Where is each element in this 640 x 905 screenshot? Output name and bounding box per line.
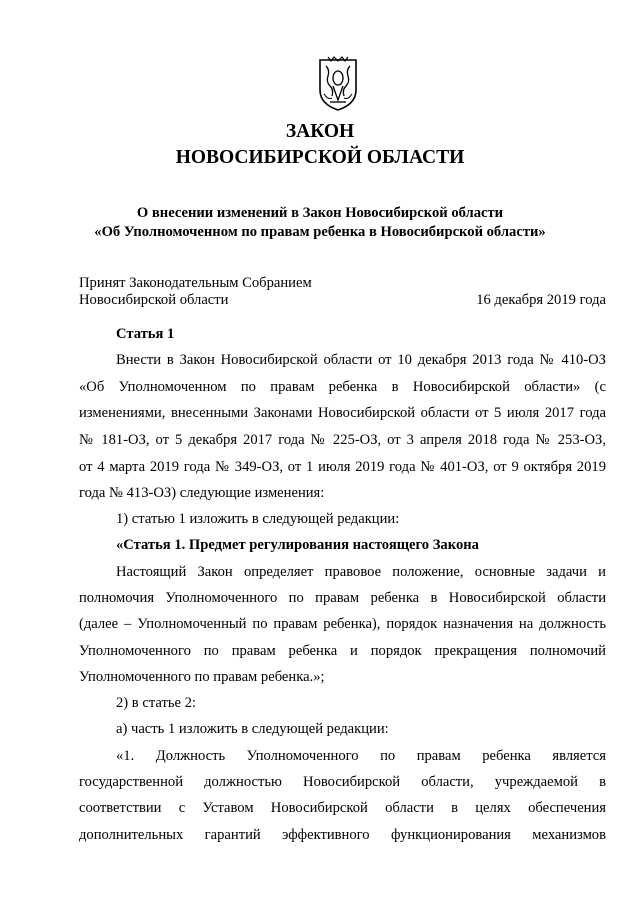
paragraph-line: Настоящий Закон определяет правовое положение, основные задачи и xyxy=(116,564,606,580)
paragraph-line: от 4 марта 2019 года № 349-ОЗ, от 1 июля 2019 года № 401-ОЗ, от 9 октября 2019 xyxy=(79,459,606,475)
paragraph-line: (далее – Уполномоченный по правам ребенка), порядок назначения на должность xyxy=(79,616,606,632)
coat-of-arms-icon xyxy=(316,56,360,112)
paragraph-line: соответствии с Уставом Новосибирской области в целях обеспечения xyxy=(79,800,606,816)
article-1-heading: Статья 1 xyxy=(116,326,175,342)
paragraph-line: государственной должностью Новосибирской области, учреждаемой в xyxy=(79,774,606,790)
paragraph-line: № 181-ОЗ, от 5 декабря 2017 года № 225-ОЗ, от 3 апреля 2018 года № 253-ОЗ, xyxy=(79,432,606,448)
paragraph-line: Уполномоченного по правам ребенка и порядок прекращения полномочий xyxy=(79,643,606,659)
adoption-date: 16 декабря 2019 года xyxy=(476,292,606,308)
paragraph-line: изменениями, внесенными Законами Новосибирской области от 5 июля 2017 года xyxy=(79,405,606,421)
quoted-article-heading: «Статья 1. Предмет регулирования настоящего Закона xyxy=(116,537,479,553)
amendment-item-2a: а) часть 1 изложить в следующей редакции: xyxy=(116,721,389,737)
adoption-body-line1: Принят Законодательным Собранием xyxy=(79,275,312,291)
law-title: ЗАКОН xyxy=(285,121,355,142)
adoption-body-line2: Новосибирской области xyxy=(79,292,229,308)
paragraph-line: Внести в Закон Новосибирской области от 10 декабря 2013 года № 410-ОЗ xyxy=(116,352,606,368)
law-subject-line2: «Об Уполномоченном по правам ребенка в Новосибирской области» xyxy=(94,224,546,240)
amendment-item-1: 1) статью 1 изложить в следующей редакции: xyxy=(116,511,400,527)
paragraph-line: «Об Уполномоченном по правам ребенка в Новосибирской области» (с xyxy=(79,379,606,395)
paragraph-line: года № 413-ОЗ) следующие изменения: xyxy=(79,485,325,501)
law-subject-line1: О внесении изменений в Закон Новосибирской области xyxy=(136,205,504,221)
paragraph-line: дополнительных гарантий эффективного функционирования механизмов xyxy=(79,827,606,843)
paragraph-line: Уполномоченного по правам ребенка.»; xyxy=(79,669,325,685)
region-title: НОВОСИБИРСКОЙ ОБЛАСТИ xyxy=(175,147,465,168)
amendment-item-2: 2) в статье 2: xyxy=(116,695,196,711)
paragraph-line: полномочия Уполномоченного по правам ребенка в Новосибирской области xyxy=(79,590,606,606)
paragraph-line: «1. Должность Уполномоченного по правам ребенка является xyxy=(116,748,606,764)
